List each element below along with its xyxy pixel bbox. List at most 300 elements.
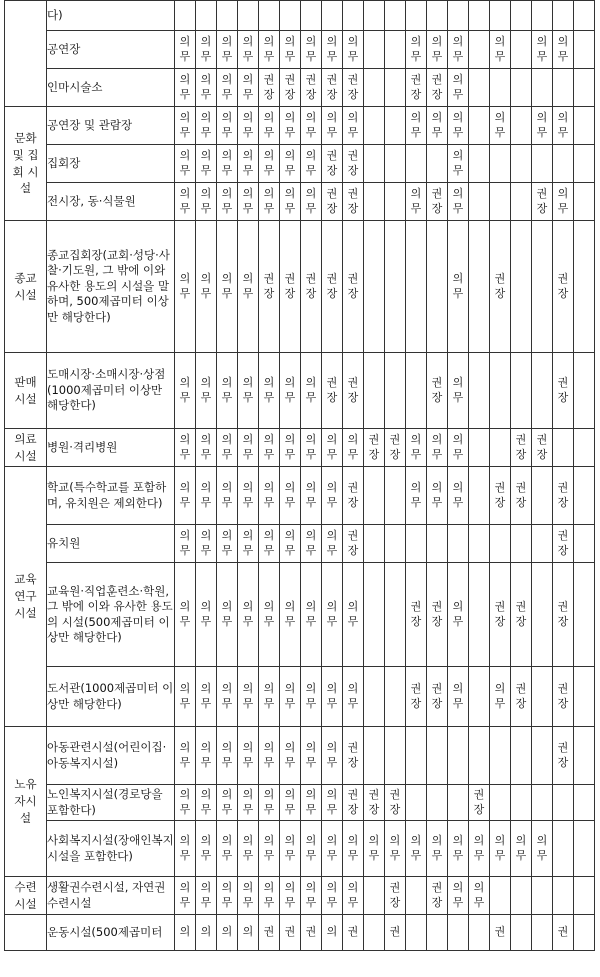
requirement-cell (217, 467, 238, 525)
requirement-cell (259, 221, 280, 353)
requirement-cell (532, 31, 553, 69)
requirement-cell (469, 429, 490, 467)
requirement-mark: 의무 (200, 375, 212, 404)
requirement-mark: 권장 (326, 72, 338, 101)
facility-name: 병원·격리병원 (47, 429, 175, 467)
requirement-cell (364, 915, 385, 951)
requirement-mark: 의무 (221, 740, 233, 769)
requirement-mark: 의무 (242, 432, 254, 461)
requirement-mark: 권장 (284, 271, 296, 300)
facility-name: 학교(특수학교를 포함하며, 유치원은 제외한다) (47, 467, 175, 525)
requirement-mark: 의무 (410, 480, 422, 509)
requirement-mark: 의무 (263, 34, 275, 63)
requirement-mark: 의무 (305, 432, 317, 461)
requirement-cell (532, 183, 553, 221)
facility-name: 전시장, 동·식물원 (47, 183, 175, 221)
requirement-mark: 의무 (452, 681, 464, 710)
requirement-cell (406, 145, 427, 183)
requirement-mark: 의무 (431, 110, 443, 139)
requirement-cell (343, 667, 364, 727)
requirement-cell (301, 563, 322, 667)
requirement-cell (217, 785, 238, 821)
requirement-mark: 의무 (284, 880, 296, 909)
requirement-mark: 의무 (284, 528, 296, 557)
requirement-cell (553, 69, 574, 107)
requirement-mark: 의무 (557, 186, 569, 215)
requirement-cell (406, 821, 427, 877)
requirement-mark: 의무 (263, 186, 275, 215)
requirement-cell (364, 429, 385, 467)
requirement-cell (385, 563, 406, 667)
requirement-cell (490, 525, 511, 563)
requirement-mark: 의무 (536, 110, 548, 139)
requirement-mark: 의무 (242, 72, 254, 101)
requirement-cell (427, 467, 448, 525)
requirement-mark: 권장 (431, 599, 443, 628)
requirement-cell (238, 525, 259, 563)
requirement-cell (511, 145, 532, 183)
requirement-cell (322, 145, 343, 183)
requirement-cell (343, 31, 364, 69)
requirement-mark: 의무 (221, 186, 233, 215)
requirement-cell (448, 727, 469, 785)
requirement-cell (574, 145, 595, 183)
requirement-cell (553, 525, 574, 563)
requirement-cell (553, 667, 574, 727)
requirement-mark: 권장 (515, 480, 527, 509)
requirement-cell (532, 107, 553, 145)
requirement-cell (553, 183, 574, 221)
requirement-mark: 의무 (515, 833, 527, 862)
requirement-cell (448, 183, 469, 221)
requirement-cell (448, 107, 469, 145)
requirement-cell (280, 915, 301, 951)
requirement-cell (448, 353, 469, 429)
requirement-cell (301, 107, 322, 145)
requirement-cell (490, 353, 511, 429)
requirement-mark: 권장 (410, 599, 422, 628)
requirement-mark: 의무 (431, 480, 443, 509)
requirement-mark: 의무 (242, 271, 254, 300)
requirement-cell (385, 667, 406, 727)
requirement-cell (280, 525, 301, 563)
table-row (5, 525, 595, 563)
requirement-cell (490, 915, 511, 951)
requirement-cell (196, 525, 217, 563)
requirement-mark: 의무 (179, 72, 191, 101)
requirement-cell (448, 877, 469, 915)
category-cell (5, 727, 47, 877)
requirement-cell (448, 667, 469, 727)
requirement-mark: 권장 (515, 599, 527, 628)
requirement-mark: 의무 (221, 787, 233, 816)
requirement-cell (364, 467, 385, 525)
requirement-cell (511, 877, 532, 915)
requirement-cell (280, 429, 301, 467)
requirement-mark: 권장 (347, 148, 359, 177)
requirement-cell (280, 69, 301, 107)
requirement-mark: 의무 (221, 72, 233, 101)
requirement-mark: 권장 (347, 480, 359, 509)
requirement-cell (406, 183, 427, 221)
requirement-mark: 권 (347, 925, 359, 939)
requirement-mark: 의 (221, 925, 233, 939)
requirement-cell (301, 31, 322, 69)
requirement-cell (406, 525, 427, 563)
requirement-cell (343, 467, 364, 525)
requirement-cell (364, 727, 385, 785)
requirement-cell (574, 353, 595, 429)
requirement-cell (322, 183, 343, 221)
table-row (5, 915, 595, 951)
requirement-cell (364, 525, 385, 563)
requirement-mark: 권 (263, 925, 275, 939)
requirement-mark: 의무 (179, 271, 191, 300)
requirement-cell (490, 31, 511, 69)
requirement-cell (217, 877, 238, 915)
requirement-mark: 의무 (200, 34, 212, 63)
requirement-cell (448, 467, 469, 525)
requirement-cell (322, 107, 343, 145)
requirement-cell (238, 429, 259, 467)
requirement-cell (532, 667, 553, 727)
requirement-mark: 의무 (347, 432, 359, 461)
requirement-mark: 의무 (200, 110, 212, 139)
requirement-mark: 의무 (305, 480, 317, 509)
requirement-cell (343, 821, 364, 877)
requirement-cell (175, 727, 196, 785)
requirement-cell (280, 467, 301, 525)
requirement-cell (511, 1, 532, 31)
requirement-cell (448, 525, 469, 563)
requirement-cell (385, 727, 406, 785)
requirement-mark: 권장 (410, 72, 422, 101)
requirement-cell (238, 31, 259, 69)
requirement-cell (280, 145, 301, 183)
requirement-cell (406, 727, 427, 785)
requirement-mark: 의무 (452, 880, 464, 909)
requirement-mark: 권장 (326, 148, 338, 177)
requirement-mark: 의무 (179, 833, 191, 862)
requirement-cell (238, 467, 259, 525)
requirement-cell (427, 31, 448, 69)
requirement-cell (427, 145, 448, 183)
requirement-cell (217, 107, 238, 145)
requirement-cell (385, 221, 406, 353)
requirement-cell (175, 915, 196, 951)
requirement-cell (574, 107, 595, 145)
requirement-cell (553, 785, 574, 821)
requirement-cell (322, 429, 343, 467)
requirement-cell (259, 467, 280, 525)
requirement-cell (385, 467, 406, 525)
requirement-cell (217, 353, 238, 429)
requirement-mark: 의무 (263, 599, 275, 628)
requirement-cell (385, 785, 406, 821)
requirement-cell (238, 915, 259, 951)
requirement-mark: 의무 (284, 740, 296, 769)
requirement-cell (238, 353, 259, 429)
requirement-cell (427, 429, 448, 467)
requirement-cell (574, 183, 595, 221)
requirement-cell (175, 183, 196, 221)
requirement-cell (343, 1, 364, 31)
requirement-mark: 의무 (221, 110, 233, 139)
category-cell (5, 353, 47, 429)
requirement-mark: 의무 (242, 528, 254, 557)
requirement-cell (238, 183, 259, 221)
requirement-cell (385, 69, 406, 107)
requirement-mark: 의무 (242, 186, 254, 215)
requirement-cell (175, 353, 196, 429)
requirement-cell (511, 727, 532, 785)
requirement-cell (322, 821, 343, 877)
requirement-mark: 의무 (284, 375, 296, 404)
requirement-cell (175, 31, 196, 69)
requirement-cell (259, 877, 280, 915)
requirement-mark: 권장 (494, 599, 506, 628)
facility-name: 집회장 (47, 145, 175, 183)
requirement-mark: 의무 (200, 880, 212, 909)
requirement-cell (322, 221, 343, 353)
requirement-cell (574, 221, 595, 353)
requirement-mark: 권장 (557, 528, 569, 557)
requirement-cell (385, 183, 406, 221)
requirement-mark: 의무 (221, 271, 233, 300)
requirement-cell (469, 145, 490, 183)
requirement-cell (532, 525, 553, 563)
requirement-cell (490, 183, 511, 221)
requirement-cell (553, 467, 574, 525)
requirement-mark: 의무 (242, 740, 254, 769)
requirement-cell (532, 221, 553, 353)
category-label: 종교 시설 (14, 270, 37, 302)
requirement-cell (322, 877, 343, 915)
requirement-mark: 의무 (347, 110, 359, 139)
requirement-mark: 권장 (284, 72, 296, 101)
requirement-cell (280, 221, 301, 353)
requirement-mark: 의무 (389, 833, 401, 862)
requirement-mark: 의무 (536, 34, 548, 63)
requirement-cell (532, 1, 553, 31)
requirement-mark: 의무 (326, 681, 338, 710)
requirement-cell (532, 145, 553, 183)
requirement-mark: 의무 (221, 432, 233, 461)
requirement-cell (196, 821, 217, 877)
table-row (5, 785, 595, 821)
requirement-cell (343, 915, 364, 951)
requirement-cell (301, 429, 322, 467)
requirement-cell (385, 145, 406, 183)
requirement-mark: 의무 (179, 432, 191, 461)
requirement-cell (280, 1, 301, 31)
table-row (5, 667, 595, 727)
requirement-cell (301, 785, 322, 821)
requirement-cell (196, 145, 217, 183)
requirement-mark: 의무 (263, 110, 275, 139)
requirement-cell (427, 69, 448, 107)
requirement-cell (301, 183, 322, 221)
requirement-cell (574, 69, 595, 107)
category-cell (5, 429, 47, 467)
requirement-cell (196, 1, 217, 31)
requirement-cell (175, 467, 196, 525)
requirement-mark: 의무 (347, 599, 359, 628)
requirement-mark: 권 (389, 925, 401, 939)
requirement-cell (448, 221, 469, 353)
requirement-mark: 의무 (221, 480, 233, 509)
requirement-cell (364, 69, 385, 107)
requirement-cell (469, 353, 490, 429)
category-label: 수련 시설 (14, 879, 37, 911)
requirement-cell (469, 467, 490, 525)
requirement-cell (574, 1, 595, 31)
category-label: 노유 자시 설 (14, 777, 37, 825)
requirement-cell (301, 353, 322, 429)
requirement-mark: 의무 (494, 110, 506, 139)
requirement-mark: 권장 (473, 787, 485, 816)
requirement-cell (511, 467, 532, 525)
requirement-mark: 의무 (179, 480, 191, 509)
requirement-cell (259, 525, 280, 563)
requirement-cell (511, 429, 532, 467)
facility-name: 다) (47, 1, 175, 31)
requirement-cell (406, 221, 427, 353)
requirement-cell (175, 429, 196, 467)
requirement-cell (259, 727, 280, 785)
requirement-mark: 권장 (515, 681, 527, 710)
requirement-mark: 의무 (326, 740, 338, 769)
requirement-cell (322, 525, 343, 563)
requirement-mark: 권장 (494, 480, 506, 509)
requirement-cell (448, 69, 469, 107)
requirement-mark: 의무 (263, 375, 275, 404)
requirement-cell (448, 821, 469, 877)
table-row (5, 429, 595, 467)
requirement-cell (532, 429, 553, 467)
requirement-cell (532, 821, 553, 877)
requirement-mark: 권장 (368, 432, 380, 461)
requirement-mark: 의무 (179, 34, 191, 63)
requirement-mark: 의무 (242, 681, 254, 710)
requirement-cell (343, 785, 364, 821)
requirement-mark: 의무 (326, 432, 338, 461)
requirement-cell (259, 563, 280, 667)
requirement-cell (406, 429, 427, 467)
requirement-cell (511, 69, 532, 107)
requirement-mark: 의 (242, 925, 254, 939)
requirement-cell (385, 429, 406, 467)
requirement-cell (259, 429, 280, 467)
requirement-mark: 의무 (326, 480, 338, 509)
requirement-cell (448, 563, 469, 667)
requirement-cell (238, 667, 259, 727)
requirement-cell (259, 353, 280, 429)
requirement-cell (343, 525, 364, 563)
table-row (5, 107, 595, 145)
requirement-cell (553, 877, 574, 915)
requirement-mark: 의무 (263, 480, 275, 509)
requirement-cell (385, 353, 406, 429)
requirement-cell (406, 31, 427, 69)
requirement-mark: 의무 (221, 148, 233, 177)
requirement-cell (343, 145, 364, 183)
requirement-mark: 의무 (179, 110, 191, 139)
requirement-cell (532, 727, 553, 785)
requirement-cell (217, 221, 238, 353)
facility-name: 운동시설(500제곱미터 (47, 915, 175, 951)
requirement-mark: 의무 (221, 681, 233, 710)
requirement-cell (280, 727, 301, 785)
requirement-mark: 의무 (326, 599, 338, 628)
requirement-cell (364, 183, 385, 221)
requirement-mark: 의 (326, 925, 338, 939)
requirement-mark: 의무 (557, 110, 569, 139)
requirement-mark: 의무 (452, 186, 464, 215)
requirement-mark: 의무 (284, 833, 296, 862)
requirement-cell (175, 1, 196, 31)
requirement-cell (196, 31, 217, 69)
requirement-cell (385, 1, 406, 31)
requirement-mark: 의무 (347, 880, 359, 909)
requirement-cell (574, 821, 595, 877)
requirement-cell (385, 525, 406, 563)
category-cell (5, 107, 47, 221)
requirement-mark: 의무 (452, 375, 464, 404)
requirement-cell (553, 821, 574, 877)
requirement-mark: 권장 (305, 271, 317, 300)
requirement-cell (490, 429, 511, 467)
requirement-cell (217, 563, 238, 667)
requirement-mark: 의무 (263, 148, 275, 177)
requirement-cell (175, 785, 196, 821)
requirement-mark: 의무 (263, 740, 275, 769)
requirement-cell (280, 785, 301, 821)
facility-name: 생활권수련시설, 자연권수련시설 (47, 877, 175, 915)
requirement-cell (238, 221, 259, 353)
requirement-cell (196, 667, 217, 727)
requirement-cell (259, 145, 280, 183)
facility-name: 인마시술소 (47, 69, 175, 107)
requirement-cell (322, 563, 343, 667)
requirement-mark: 의무 (284, 787, 296, 816)
requirement-mark: 의무 (242, 34, 254, 63)
requirement-cell (175, 221, 196, 353)
requirement-cell (490, 467, 511, 525)
requirement-cell (364, 221, 385, 353)
table-row (5, 183, 595, 221)
requirement-mark: 의무 (200, 599, 212, 628)
facility-name: 종교집회장(교회·성당·사찰·기도원, 그 밖에 이와 유사한 용도의 시설을 말하며, 500제곱미터 이상만 해당한다) (47, 221, 175, 353)
requirement-cell (364, 1, 385, 31)
category-label: 문화 및 집회 시설 (12, 131, 39, 196)
facility-name: 아동관련시설(어린이집·아동복지시설) (47, 727, 175, 785)
requirement-mark: 권장 (347, 740, 359, 769)
requirement-cell (280, 563, 301, 667)
requirement-mark: 의무 (557, 34, 569, 63)
requirement-cell (259, 785, 280, 821)
requirement-cell (490, 1, 511, 31)
requirement-cell (196, 915, 217, 951)
requirement-cell (553, 353, 574, 429)
requirement-cell (301, 667, 322, 727)
requirement-mark: 의무 (242, 110, 254, 139)
requirement-cell (406, 915, 427, 951)
requirement-cell (490, 785, 511, 821)
facility-name: 사회복지시설(장애인복지시설을 포함한다) (47, 821, 175, 877)
table-row (5, 1, 595, 31)
requirement-mark: 의무 (494, 681, 506, 710)
